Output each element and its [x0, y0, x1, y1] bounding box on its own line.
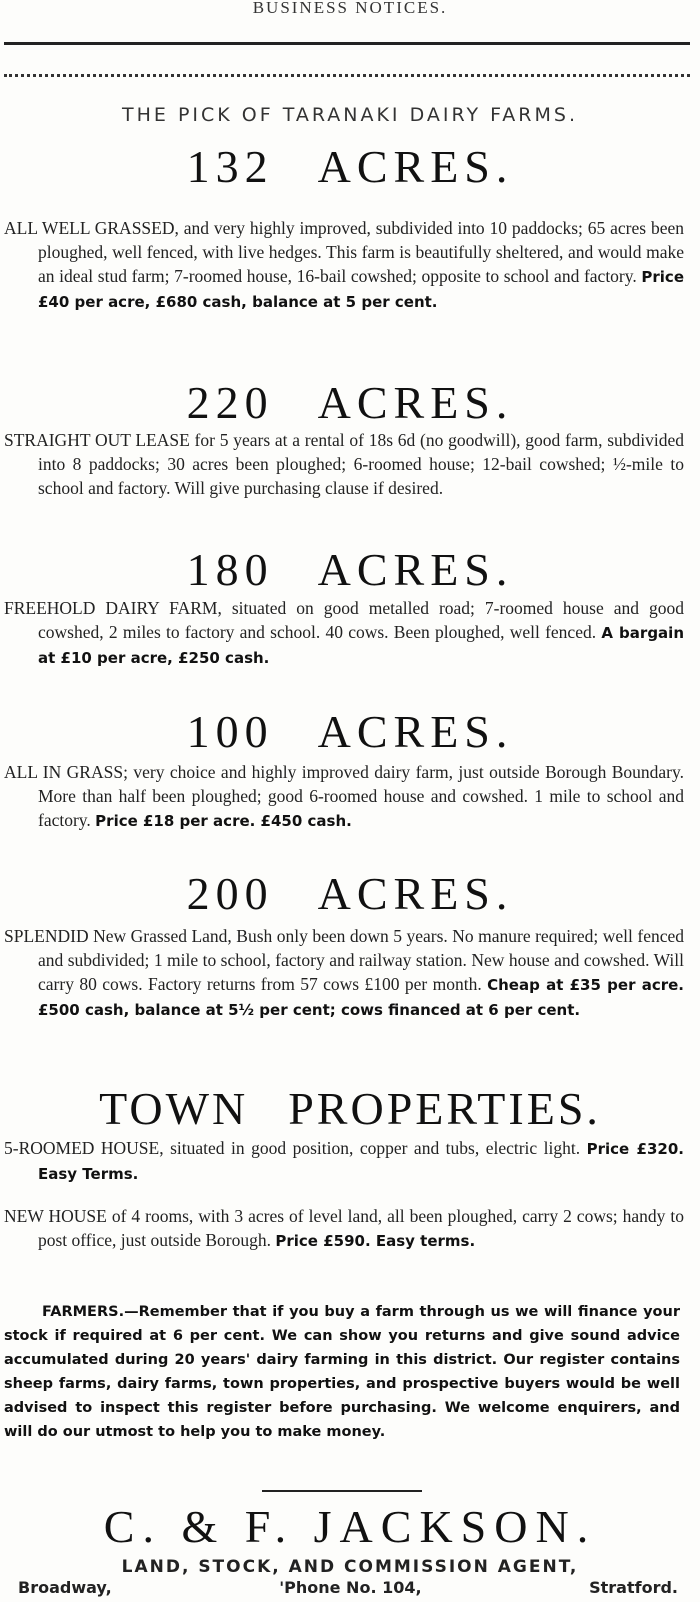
listing-heading-100: [0, 705, 700, 758]
listing-text-100: [4, 760, 684, 833]
acres-number: 100: [186, 706, 274, 757]
listing-text-220: [4, 428, 684, 500]
listing-price: Price £18 per acre. £450 cash.: [95, 812, 352, 830]
town-listing-2: [4, 1204, 684, 1253]
farmers-notice: FARMERS.—Remember that if you buy a farm through us we will finance your stock if required at 6 per cent. We can show you returns and give sound advice accumulated during 20 years' dairy farming in this district. Our register contains sheep farms, dairy farms, town properties, and prospective buyers would be well advised to inspect this register before purchasing. We welcome enquirers, and will do our utmost to help you to make money.: [4, 1304, 680, 1440]
acres-word: ACRES.: [317, 868, 514, 919]
section-header: BUSINESS NOTICES.: [252, 0, 448, 17]
listing-description: STRAIGHT OUT LEASE for 5 years at a rental of 18s 6d (no goodwill), good farm, subdivided into 8 paddocks; 30 acres been ploughed; 6-roomed house; 12-bail cowshed; ½-mile to school and factory. Will give purchasing clause if desired.: [4, 430, 684, 498]
town-listing-1: [4, 1136, 684, 1186]
listing-price: Price £590. Easy terms.: [275, 1232, 476, 1250]
acres-number: 200: [186, 868, 274, 919]
acres-word: ACRES.: [317, 706, 514, 757]
listing-text-200: [4, 924, 684, 1022]
town-properties-heading: TOWN PROPERTIES.: [99, 1083, 601, 1134]
listing-description: ALL WELL GRASSED, and very highly improved, subdivided into 10 paddocks; 65 acres been ploughed, well fenced, with live hedges. This farm is beautifully sheltered, and would make an ideal stud farm; 7-roomed house, 16-bail cowshed; opposite to school and factory.: [4, 218, 684, 286]
listing-description: 5-ROOMED HOUSE, situated in good position, copper and tubs, electric light.: [4, 1138, 581, 1158]
listing-price: Price £320. Easy Terms.: [38, 1140, 684, 1183]
agent-title: LAND, STOCK, AND COMMISSION AGENT,: [121, 1557, 579, 1577]
ad-kicker: THE PICK OF TARANAKI DAIRY FARMS.: [122, 104, 578, 126]
listing-heading-180: [0, 543, 700, 596]
firm-address: [18, 1578, 678, 1597]
listing-text-132: [4, 216, 684, 314]
acres-word: ACRES.: [317, 377, 514, 428]
acres-number: 180: [186, 544, 274, 595]
acres-number: 132: [186, 141, 274, 192]
acres-number: 220: [186, 377, 274, 428]
listing-description: ALL IN GRASS; very choice and highly improved dairy farm, just outside Borough Boundary. More than half been ploughed; good 6-roomed house and cowshed. 1 mile to school and factory.: [4, 762, 684, 830]
listing-price: A bargain at £10 per acre, £250 cash.: [38, 624, 684, 667]
address-street: Broadway,: [18, 1578, 112, 1597]
address-phone: 'Phone No. 104,: [279, 1578, 422, 1597]
listing-price: Cheap at £35 per acre. £500 cash, balance at 5½ per cent; cows financed at 6 per cent.: [38, 976, 685, 1019]
signature-rule: [262, 1490, 422, 1492]
listing-price: Price £40 per acre, £680 cash, balance at 5 per cent.: [38, 268, 684, 311]
firm-name: C. & F. JACKSON.: [103, 1501, 597, 1552]
dotted-rule: [4, 74, 690, 77]
listing-description: SPLENDID New Grassed Land, Bush only been down 5 years. No manure required; well fenced and subdivided; 1 mile to school, factory and railway station. New house and cowshed. Will carry 80 cows. Factory returns from 57 cows £100 per month.: [4, 926, 684, 994]
address-town: Stratford.: [589, 1578, 678, 1597]
header-rule: [4, 42, 690, 45]
listing-heading-132: [0, 140, 700, 193]
listing-heading-200: [0, 867, 700, 920]
listing-description: NEW HOUSE of 4 rooms, with 3 acres of level land, all been ploughed, carry 2 cows; handy to post office, just outside Borough.: [4, 1206, 684, 1250]
listing-text-180: [4, 596, 684, 670]
acres-word: ACRES.: [317, 544, 514, 595]
acres-word: ACRES.: [317, 141, 514, 192]
listing-heading-220: [0, 376, 700, 429]
listing-description: FREEHOLD DAIRY FARM, situated on good metalled road; 7-roomed house and good cowshed, 2 miles to factory and school. 40 cows. Been ploughed, well fenced.: [4, 598, 684, 642]
